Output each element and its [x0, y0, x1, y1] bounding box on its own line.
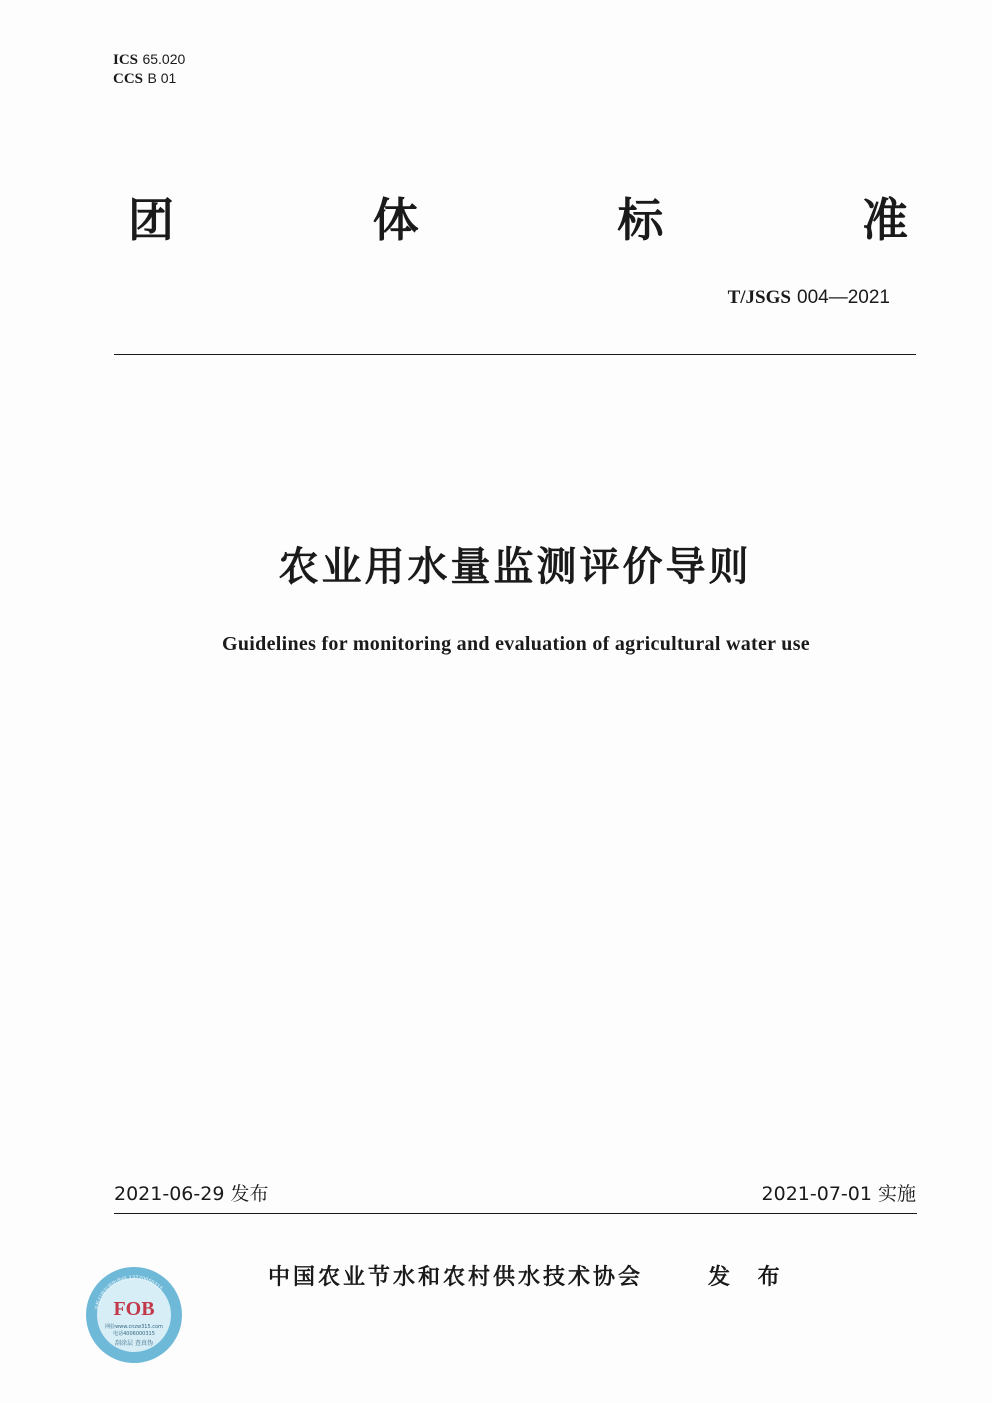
seal-ring-text: 手机扫描识别防伪码 13720000315 [94, 1274, 164, 1311]
standard-type-heading [128, 190, 908, 260]
seal-logo-letters: FOB [113, 1298, 155, 1320]
ccs-row [113, 69, 185, 88]
classification-codes [113, 50, 185, 88]
standard-type-char: 体 [372, 193, 419, 247]
implementation-date: 2021-07-01 实施 [761, 1183, 916, 1205]
anti-counterfeit-seal [84, 1265, 184, 1365]
seal-graphic [84, 1265, 184, 1365]
seal-text-line: 电话4006000315 [113, 1331, 155, 1337]
issue-date: 2021-06-29 发布 [114, 1183, 269, 1205]
ccs-value: B 01 [147, 70, 177, 86]
ics-row [113, 50, 185, 69]
standard-number-prefix: T/JSGS [727, 287, 791, 308]
publisher-name: 中国农业节水和农村供水技术协会 [268, 1265, 644, 1290]
seal-text-line: 刮涂层 查真伪 [115, 1340, 153, 1347]
standard-number [728, 286, 890, 309]
document-title-cn: 农业用水量监测评价导则 [278, 544, 752, 590]
bottom-divider [114, 1213, 917, 1214]
publisher-action: 发 布 [708, 1265, 790, 1290]
ics-value: 65.020 [142, 51, 186, 67]
standard-type-char: 准 [861, 193, 908, 247]
top-divider [114, 354, 916, 355]
ccs-label: CCS [113, 71, 144, 87]
standard-type-char: 团 [128, 193, 174, 247]
ics-label: ICS [113, 52, 139, 68]
standard-number-value: 004—2021 [797, 287, 890, 308]
document-title-en: Guidelines for monitoring and evaluation of agricultural water use [222, 633, 810, 655]
seal-text-line: 网验www.cnzw315.com [105, 1324, 163, 1330]
standard-type-char: 标 [617, 193, 664, 247]
